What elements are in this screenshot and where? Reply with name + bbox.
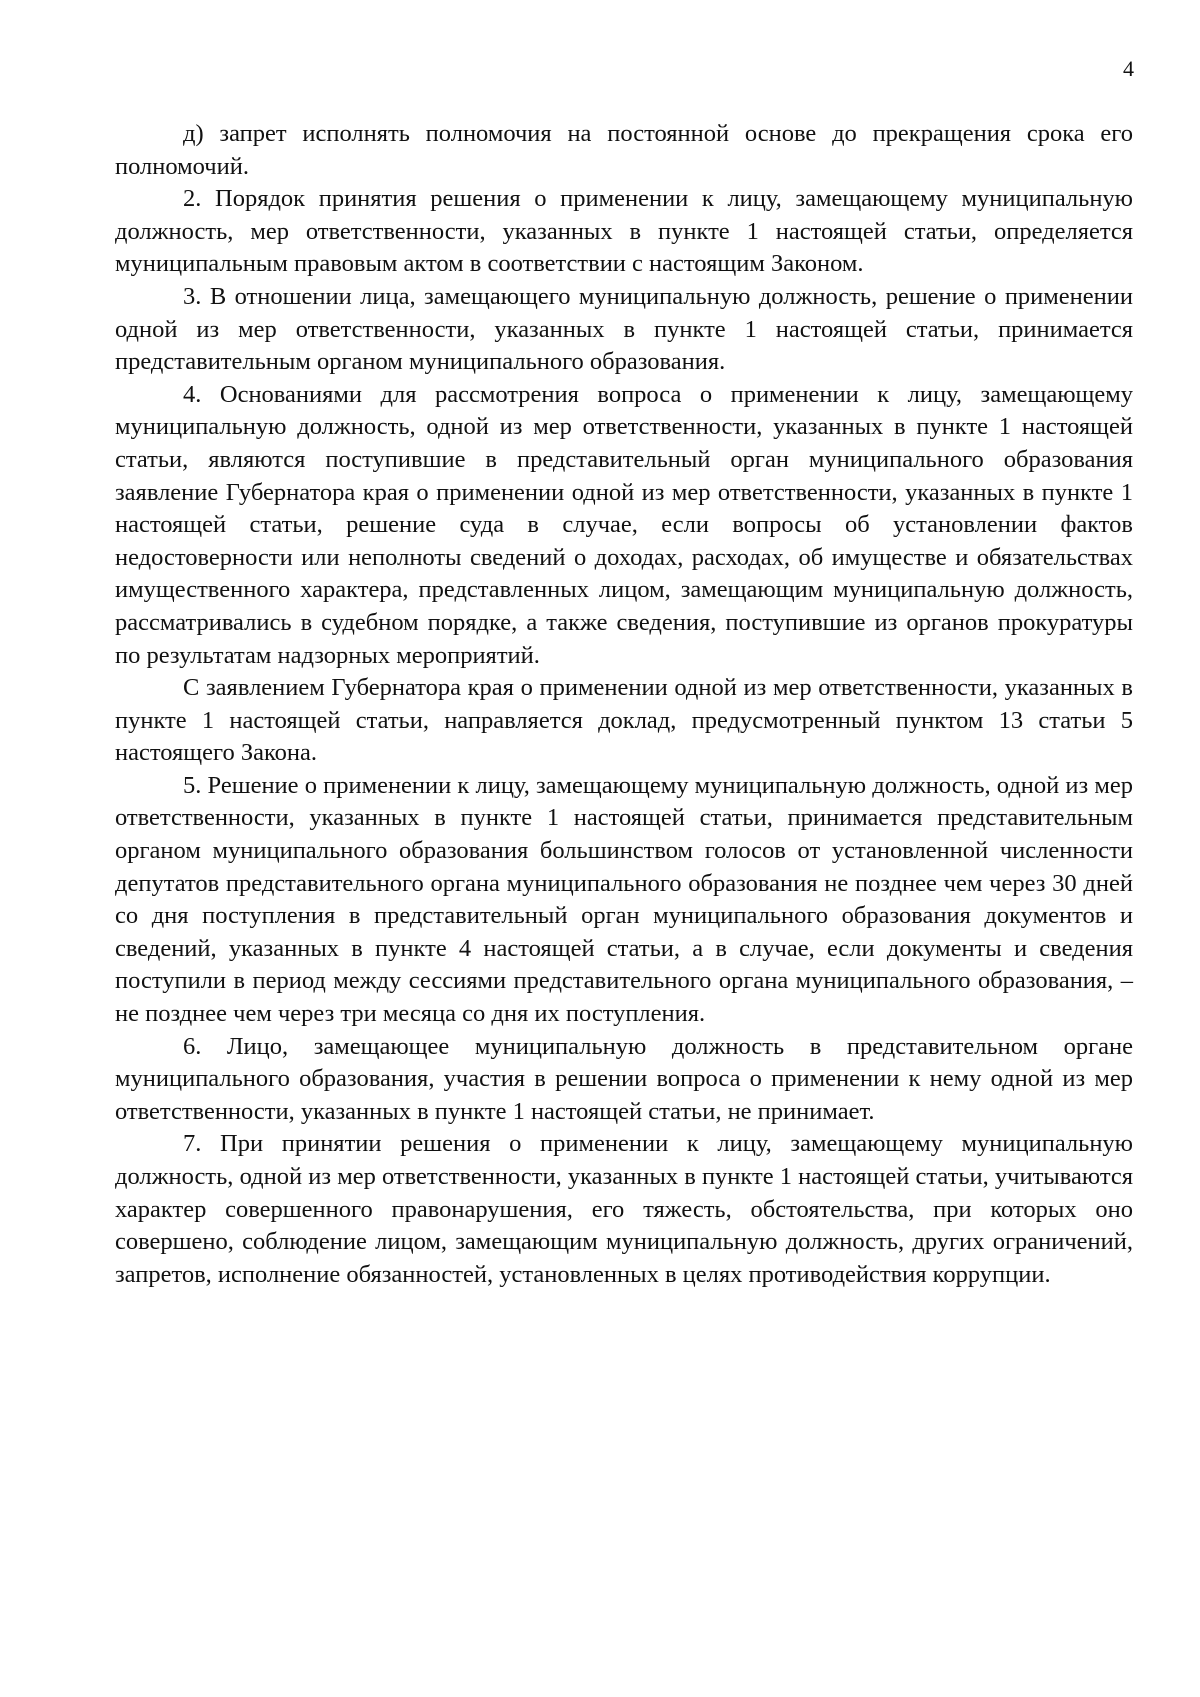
paragraph-7: 7. При принятии решения о применении к лицу, замещающему муниципальную должность, одной из мер ответственности, указанных в пункте 1 настоящей статьи, учитываются характер совершенного правонарушения, его тяжесть, обстоятельства, при которых оно совершено, соблюдение лицом, замещающим муниципальную должность, других ограничений, запретов, исполнение обязанностей, установленных в целях противодействия коррупции. — [115, 1130, 1133, 1288]
paragraph-2: 2. Порядок принятия решения о применении к лицу, замещающему муниципальную должность, мер ответственности, указанных в пункте 1 настоящей статьи, определяется муниципальным правовым актом в соответствии с настоящим Законом. — [115, 185, 1133, 278]
page-number: 4 — [1123, 56, 1134, 81]
document-body — [115, 118, 1133, 1291]
paragraph-6: 6. Лицо, замещающее муниципальную должность в представительном органе муниципального образования, участия в решении вопроса о применении к нему одной из мер ответственности, указанных в пункте 1 настоящей статьи, не принимает. — [115, 1032, 1133, 1125]
paragraph-4-continuation: С заявлением Губернатора края о применении одной из мер ответственности, указанных в пункте 1 настоящей статьи, направляется доклад, предусмотренный пунктом 13 статьи 5 настоящего Закона. — [115, 674, 1133, 767]
paragraph-5: 5. Решение о применении к лицу, замещающему муниципальную должность, одной из мер ответственности, указанных в пункте 1 настоящей статьи, принимается представительным органом муниципального образования большинством голосов от установленной численности депутатов представительного органа муниципального образования не позднее чем через 30 дней со дня поступления в представительный орган муниципального образования документов и сведений, указанных в пункте 4 настоящей статьи, а в случае, если документы и сведения поступили в период между сессиями представительного органа муниципального образования, – не позднее чем через три месяца со дня их поступления. — [115, 771, 1133, 1028]
paragraph-3: 3. В отношении лица, замещающего муниципальную должность, решение о применении одной из мер ответственности, указанных в пункте 1 настоящей статьи, принимается представительным органом муниципального образования. — [115, 282, 1133, 376]
paragraph-4: 4. Основаниями для рассмотрения вопроса о применении к лицу, замещающему муниципальную должность, одной из мер ответственности, указанных в пункте 1 настоящей статьи, являются поступившие в представительный орган муниципального образования заявление Губернатора края о применении одной из мер ответственности, указанных в пункте 1 настоящей статьи, решение суда в случае, если вопросы об установлении фактов недостоверности или неполноты сведений о доходах, расходах, об имуществе и обязательствах имущественного характера, представленных лицом, замещающим муниципальную должность, рассматривались в судебном порядке, а также сведения, поступившие из органов прокуратуры по результатам надзорных мероприятий. — [115, 380, 1133, 669]
paragraph-item-d: д) запрет исполнять полномочия на постоянной основе до прекращения срока его полномочий. — [115, 120, 1133, 180]
